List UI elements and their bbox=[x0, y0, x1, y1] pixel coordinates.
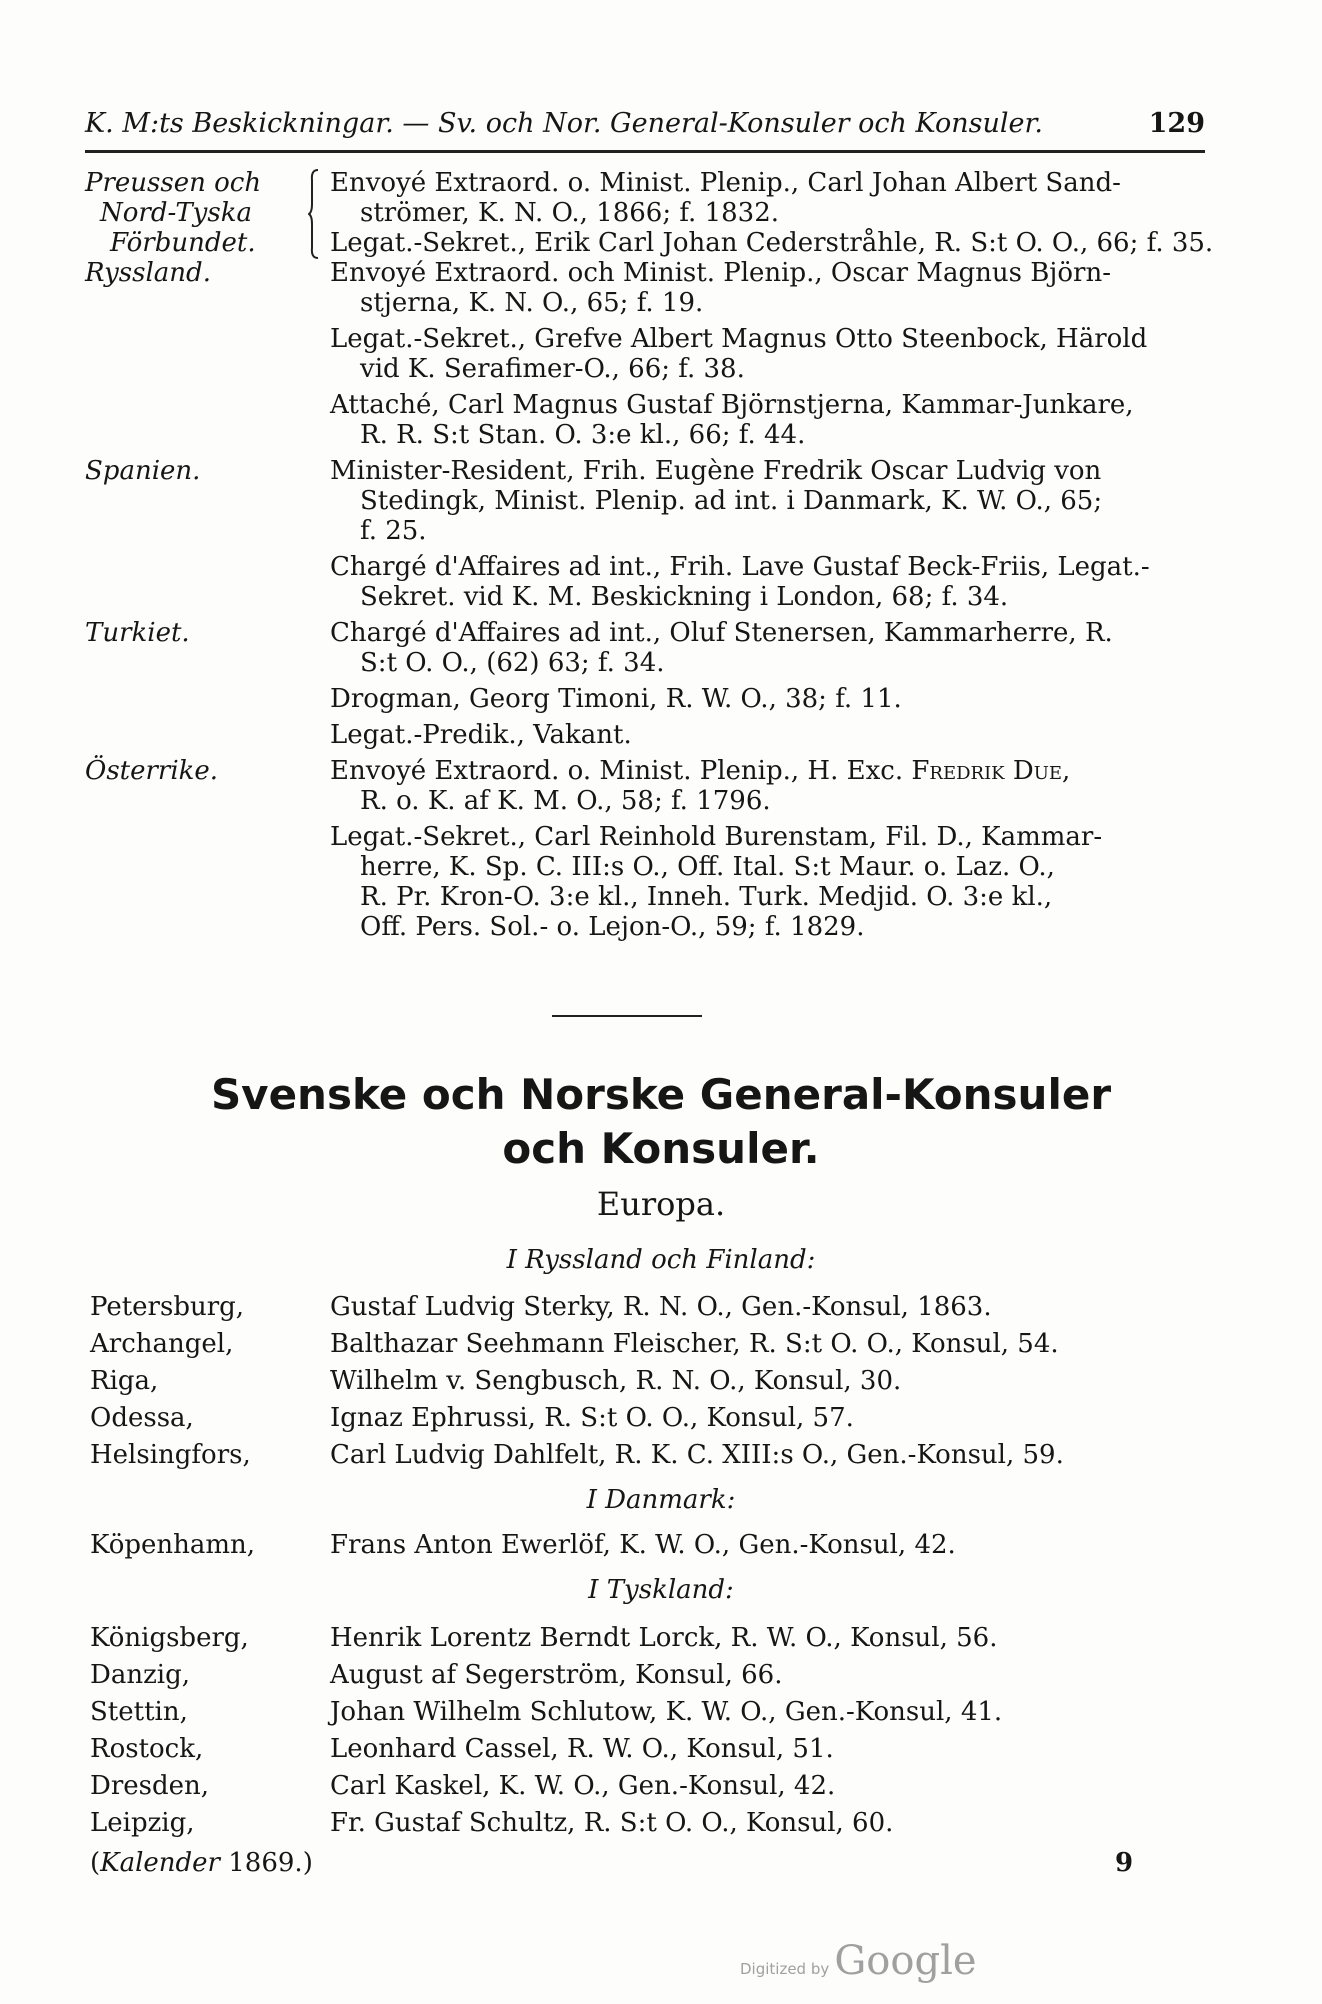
consulate-city: Stettin, bbox=[90, 1697, 188, 1727]
consulate-city: Petersburg, bbox=[90, 1292, 245, 1322]
entry-line: strömer, K. N. O., 1866; f. 1832. bbox=[360, 198, 780, 228]
consulate-city: Odessa, bbox=[90, 1403, 194, 1433]
consulate-city: Köpenhamn, bbox=[90, 1530, 256, 1560]
consulate-city: Rostock, bbox=[90, 1734, 204, 1764]
entry-line bbox=[330, 756, 1070, 786]
consul-entry: Balthazar Seehmann Fleischer, R. S:t O. O., Konsul, 54. bbox=[330, 1329, 1059, 1359]
consul-entry: Gustaf Ludvig Sterky, R. N. O., Gen.-Konsul, 1863. bbox=[330, 1292, 992, 1322]
section-title-line2: och Konsuler. bbox=[502, 1124, 820, 1173]
entry-line: Legat.-Sekret., Carl Reinhold Burenstam, Fil. D., Kammar- bbox=[330, 822, 1103, 852]
consul-entry: Wilhelm v. Sengbusch, R. N. O., Konsul, 30. bbox=[330, 1366, 902, 1396]
consul-entry: Carl Ludvig Dahlfelt, R. K. C. XIII:s O., Gen.-Konsul, 59. bbox=[330, 1440, 1064, 1470]
consulate-city: Danzig, bbox=[90, 1660, 191, 1690]
footer-kalender bbox=[90, 1848, 313, 1878]
country-label: Nord-Tyska bbox=[100, 198, 252, 228]
entry-line: Stedingk, Minist. Plenip. ad int. i Danmark, K. W. O., 65; bbox=[360, 486, 1103, 516]
consulate-city: Königsberg, bbox=[90, 1623, 249, 1653]
google-watermark bbox=[740, 1938, 977, 1984]
entry-line: Envoyé Extraord. och Minist. Plenip., Oscar Magnus Björn- bbox=[330, 258, 1111, 288]
entry-line: Sekret. vid K. M. Beskickning i London, 68; f. 34. bbox=[360, 582, 1009, 612]
signature-mark: 9 bbox=[1115, 1848, 1134, 1878]
entry-line: Chargé d'Affaires ad int., Oluf Stenersen, Kammarherre, R. bbox=[330, 618, 1113, 648]
google-logo: Google bbox=[834, 1938, 977, 1984]
running-title: K. M:ts Beskickningar. — Sv. och Nor. General-Konsuler och Konsuler. bbox=[85, 108, 1043, 139]
country-label: Ryssland. bbox=[85, 258, 211, 288]
group-heading: I Danmark: bbox=[586, 1485, 736, 1515]
running-header bbox=[85, 108, 1205, 139]
entry-line-start: Envoyé Extraord. o. Minist. Plenip., H. Exc. bbox=[330, 756, 904, 786]
entry-line: Legat.-Sekret., Grefve Albert Magnus Otto Steenbock, Härold bbox=[330, 324, 1148, 354]
entry-line: R. Pr. Kron-O. 3:e kl., Inneh. Turk. Medjid. O. 3:e kl., bbox=[360, 882, 1053, 912]
footer-kalender-word: Kalender bbox=[100, 1848, 220, 1878]
consul-entry: Frans Anton Ewerlöf, K. W. O., Gen.-Konsul, 42. bbox=[330, 1530, 956, 1560]
entry-line: Legat.-Sekret., Erik Carl Johan Cederstråhle, R. S:t O. O., 66; f. 35. bbox=[330, 228, 1214, 258]
group-heading: I Ryssland och Finland: bbox=[506, 1245, 816, 1275]
envoy-name: Fredrik Due, bbox=[911, 756, 1071, 786]
entry-line: Drogman, Georg Timoni, R. W. O., 38; f. 11. bbox=[330, 684, 902, 714]
entry-line: stjerna, K. N. O., 65; f. 19. bbox=[360, 288, 704, 318]
entry-line: Envoyé Extraord. o. Minist. Plenip., Carl Johan Albert Sand- bbox=[330, 168, 1121, 198]
entry-line: R. o. K. af K. M. O., 58; f. 1796. bbox=[360, 786, 771, 816]
section-title-line1: Svenske och Norske General-Konsuler bbox=[210, 1070, 1112, 1119]
consulate-city: Riga, bbox=[90, 1366, 159, 1396]
entry-line: herre, K. Sp. C. III:s O., Off. Ital. S:t Maur. o. Laz. O., bbox=[360, 852, 1055, 882]
header-rule bbox=[85, 150, 1205, 153]
country-label: Förbundet. bbox=[110, 228, 256, 258]
group-heading: I Tyskland: bbox=[588, 1575, 734, 1605]
consul-entry: August af Segerström, Konsul, 66. bbox=[330, 1660, 783, 1690]
consul-entry: Johan Wilhelm Schlutow, K. W. O., Gen.-Konsul, 41. bbox=[330, 1697, 1003, 1727]
entry-line: Off. Pers. Sol.- o. Lejon-O., 59; f. 1829. bbox=[360, 912, 865, 942]
consulate-city: Archangel, bbox=[90, 1329, 234, 1359]
entry-line: R. R. S:t Stan. O. 3:e kl., 66; f. 44. bbox=[360, 420, 806, 450]
country-label: Spanien. bbox=[85, 456, 201, 486]
consul-entry: Carl Kaskel, K. W. O., Gen.-Konsul, 42. bbox=[330, 1771, 836, 1801]
entry-line: S:t O. O., (62) 63; f. 34. bbox=[360, 648, 665, 678]
entry-line: Legat.-Predik., Vakant. bbox=[330, 720, 632, 750]
consul-entry: Fr. Gustaf Schultz, R. S:t O. O., Konsul, 60. bbox=[330, 1808, 894, 1838]
country-label: Preussen och bbox=[85, 168, 262, 198]
consulate-city: Leipzig, bbox=[90, 1808, 195, 1838]
consul-entry: Leonhard Cassel, R. W. O., Konsul, 51. bbox=[330, 1734, 834, 1764]
section-separator bbox=[552, 1015, 702, 1017]
entry-line: Chargé d'Affaires ad int., Frih. Lave Gustaf Beck-Friis, Legat.- bbox=[330, 552, 1150, 582]
consul-entry: Henrik Lorentz Berndt Lorck, R. W. O., Konsul, 56. bbox=[330, 1623, 998, 1653]
curly-brace bbox=[308, 168, 322, 260]
country-label: Österrike. bbox=[85, 756, 219, 786]
page-number: 129 bbox=[1148, 108, 1205, 139]
region-heading: Europa. bbox=[596, 1185, 726, 1223]
consul-entry: Ignaz Ephrussi, R. S:t O. O., Konsul, 57. bbox=[330, 1403, 854, 1433]
consulate-city: Helsingfors, bbox=[90, 1440, 251, 1470]
consulate-city: Dresden, bbox=[90, 1771, 210, 1801]
footer-paren: ( bbox=[90, 1848, 101, 1878]
country-label: Turkiet. bbox=[85, 618, 190, 648]
entry-line: Attaché, Carl Magnus Gustaf Björnstjerna, Kammar-Junkare, bbox=[330, 390, 1134, 420]
entry-line: Minister-Resident, Frih. Eugène Fredrik Oscar Ludvig von bbox=[330, 456, 1102, 486]
entry-line: vid K. Serafimer-O., 66; f. 38. bbox=[360, 354, 745, 384]
watermark-prefix: Digitized by bbox=[740, 1960, 830, 1978]
footer-year: 1869.) bbox=[228, 1848, 313, 1878]
entry-line: f. 25. bbox=[360, 516, 427, 546]
